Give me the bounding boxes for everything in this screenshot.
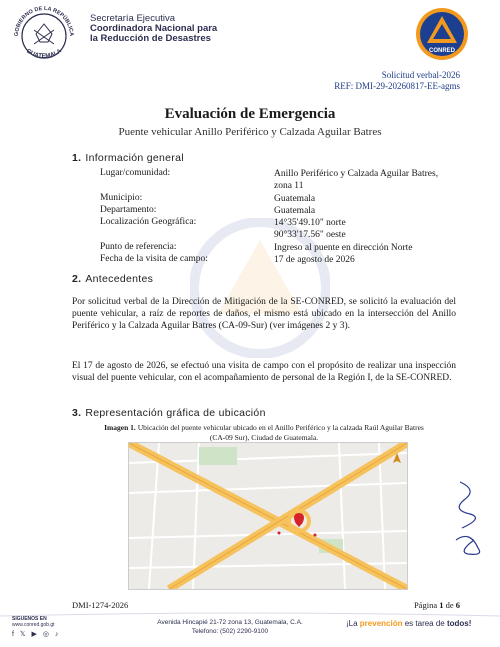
svg-text:GUATEMALA (25, 48, 63, 60)
departamento-value: Guatemala (274, 206, 316, 216)
caption-label: Imagen 1. (104, 423, 136, 432)
visit-date-value: 17 de agosto de 2026 (274, 255, 355, 265)
section-heading-3 (72, 407, 266, 419)
visit-date-label: Fecha de la visita de campo: (100, 254, 208, 264)
departamento-label: Departamento: (100, 205, 157, 215)
x-twitter-icon[interactable]: 𝕏 (19, 631, 28, 638)
conred-logo (414, 6, 470, 62)
agency-line-3: la Reducción de Desastres (90, 33, 211, 44)
latitude-value: 14°35'49.10" norte (274, 218, 346, 228)
page-word: Página (413, 600, 438, 610)
page-total: 6 (455, 600, 460, 610)
slogan-part-1: ¡La (346, 619, 358, 628)
document-code: DMI-1274-2026 (72, 600, 129, 610)
social-media-block (12, 616, 60, 638)
agency-line-2: Coordinadora Nacional para (90, 23, 218, 34)
footer-address (130, 618, 330, 636)
reference-point-label: Punto de referencia: (100, 242, 177, 252)
document-title: Evaluación de Emergencia (164, 106, 336, 122)
municipio-label: Municipio: (100, 193, 143, 203)
seal-top-text: GOBIERNO DE LA REPÚBLICA (13, 5, 75, 37)
youtube-icon[interactable]: ▶ (31, 631, 39, 638)
section-heading-1 (72, 152, 184, 164)
section-number: 3. (72, 407, 82, 419)
antecedentes-paragraph-1: Por solicitud verbal de la Dirección de Mitigación de la SE-CONRED, se solicitó la evaluación del puente vehicular, a raíz de reportes de daños, el mismo está ubicado en la intersección del Anillo Periférico y la Calzada Aguilar Batres (CA-09-Sur) (ver imágenes 2 y 3). (72, 297, 456, 331)
tiktok-icon[interactable]: ♪ (54, 631, 61, 638)
caption-text-1: Ubicación del puente vehicular ubicado en el Anillo Periférico y la calzada Raúl Aguilar Batres (137, 423, 424, 432)
page-of: de (445, 600, 454, 610)
guatemala-seal-logo (8, 4, 80, 64)
address-line: Avenida Hincapié 21-72 zona 13, Guatemala, C.A. (157, 619, 303, 626)
slogan-highlight: prevención (359, 619, 403, 628)
footer-slogan (346, 619, 471, 628)
section-title: Antecedentes (85, 273, 154, 285)
slogan-part-2: es tarea de (404, 619, 445, 628)
geo-value (274, 217, 346, 241)
caption-text-2: (CA-09 Sur), Ciudad de Guatemala. (209, 433, 319, 442)
social-label: SIGUENOS EN (12, 616, 47, 622)
document-subtitle: Puente vehicular Anillo Periférico y Calzada Aguilar Batres (118, 126, 382, 138)
municipio-value: Guatemala (274, 194, 316, 204)
conred-logo-text: CONRED (428, 48, 456, 54)
lugar-value-line-2: zona 11 (274, 181, 304, 191)
phone-line: Telefono: (502) 2290-9100 (191, 628, 269, 635)
agency-line-1: Secretaría Ejecutiva (90, 13, 176, 24)
signature-scribble (448, 470, 493, 560)
seal-bottom-text: GUATEMALA (25, 48, 63, 60)
page-number: 1 (439, 600, 444, 610)
geo-label: Localización Geográfica: (100, 217, 197, 227)
reference-code: REF: DMI-29-20260817-EE-agms (334, 81, 460, 91)
agency-name (90, 14, 217, 44)
section-heading-2 (72, 273, 153, 285)
reference-point-value: Ingreso al puente en dirección Norte (274, 243, 413, 253)
section-number: 1. (72, 152, 82, 164)
section-title: Información general (85, 152, 184, 164)
slogan-end: todos! (446, 619, 472, 628)
instagram-icon[interactable]: ◎ (42, 631, 51, 638)
request-line: Solicitud verbal-2026 (381, 70, 460, 80)
facebook-icon[interactable]: f (12, 631, 16, 638)
lugar-value-line-1: Anillo Periférico y Calzada Aguilar Batres, (274, 169, 439, 179)
section-title: Representación gráfica de ubicación (85, 407, 266, 419)
page-indicator (414, 600, 460, 610)
social-url[interactable]: www.conred.gob.gt (12, 622, 55, 628)
section-number: 2. (72, 273, 82, 285)
location-map-image (128, 442, 408, 590)
lugar-label: Lugar/comunidad: (100, 168, 171, 178)
antecedentes-paragraph-2: El 17 de agosto de 2026, se efectuó una visita de campo con el propósito de realizar una inspección visual del puente vehicular, con el acompañamiento de personal de la Región I, de la SE-CONRED. (72, 361, 456, 383)
longitude-value: 90°33'17.56" oeste (274, 230, 346, 240)
lugar-value (274, 168, 438, 192)
figure-caption (72, 423, 456, 443)
